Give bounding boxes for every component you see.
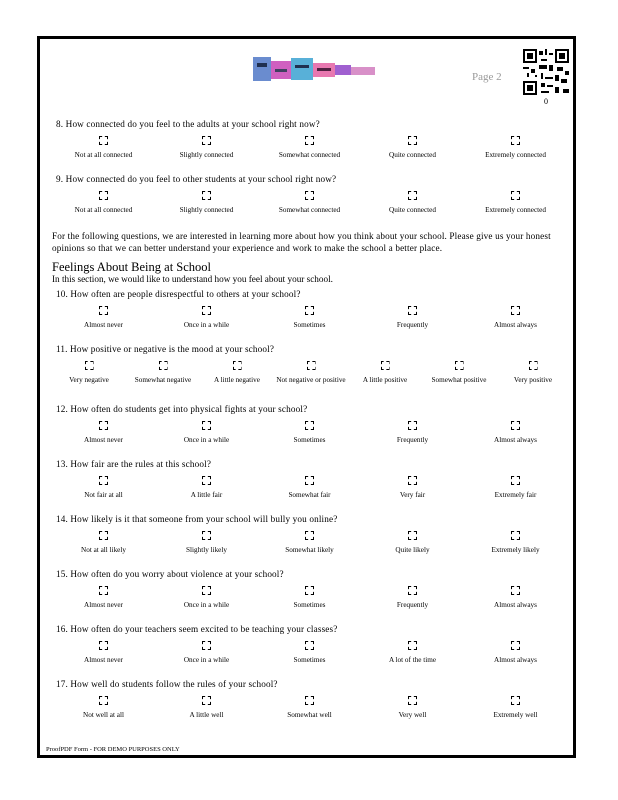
- question-9-options: [52, 186, 572, 229]
- checkbox-icon[interactable]: [305, 641, 314, 650]
- option-checkbox[interactable]: Once in a while: [155, 301, 258, 344]
- checkbox-icon[interactable]: [99, 586, 108, 595]
- page-number: Page 2: [472, 71, 502, 83]
- option-checkbox[interactable]: Very fair: [361, 471, 464, 514]
- checkbox-icon[interactable]: [202, 421, 211, 430]
- checkbox-icon[interactable]: [202, 696, 211, 705]
- checkbox-icon[interactable]: [202, 136, 211, 145]
- checkbox-icon[interactable]: [511, 696, 520, 705]
- option-checkbox[interactable]: Extremely connected: [464, 131, 567, 174]
- option-checkbox[interactable]: Slightly likely: [155, 526, 258, 569]
- checkbox-icon[interactable]: [202, 641, 211, 650]
- option-checkbox[interactable]: Almost always: [464, 416, 567, 459]
- checkbox-icon[interactable]: [305, 191, 314, 200]
- checkbox-icon[interactable]: [305, 531, 314, 540]
- option-checkbox[interactable]: Quite connected: [361, 186, 464, 229]
- option-checkbox[interactable]: Sometimes: [258, 581, 361, 624]
- option-checkbox[interactable]: Not at all connected: [52, 186, 155, 229]
- checkbox-icon[interactable]: [408, 476, 417, 485]
- checkbox-icon[interactable]: [99, 136, 108, 145]
- checkbox-icon[interactable]: [305, 421, 314, 430]
- checkbox-icon[interactable]: [305, 586, 314, 595]
- checkbox-icon[interactable]: [99, 306, 108, 315]
- option-checkbox[interactable]: Very negative: [52, 356, 126, 404]
- option-checkbox[interactable]: Not at all connected: [52, 131, 155, 174]
- question-10: 10. How often are people disrespectful to others at your school?: [56, 289, 301, 299]
- checkbox-icon[interactable]: [408, 136, 417, 145]
- checkbox-icon[interactable]: [202, 586, 211, 595]
- checkbox-icon[interactable]: [529, 361, 538, 370]
- option-checkbox[interactable]: Not well at all: [52, 691, 155, 734]
- question-11: 11. How positive or negative is the mood at your school?: [56, 344, 275, 354]
- question-12-options: [52, 416, 572, 459]
- checkbox-icon[interactable]: [305, 476, 314, 485]
- checkbox-icon[interactable]: [305, 696, 314, 705]
- checkbox-icon[interactable]: [99, 531, 108, 540]
- option-checkbox[interactable]: Almost always: [464, 301, 567, 344]
- question-11-options: [52, 356, 572, 404]
- question-8-options: [52, 131, 572, 174]
- question-16-options: [52, 636, 572, 679]
- checkbox-icon[interactable]: [202, 191, 211, 200]
- checkbox-icon[interactable]: [381, 361, 390, 370]
- option-checkbox[interactable]: A little fair: [155, 471, 258, 514]
- option-checkbox[interactable]: Sometimes: [258, 301, 361, 344]
- option-checkbox[interactable]: Somewhat fair: [258, 471, 361, 514]
- option-checkbox[interactable]: A little well: [155, 691, 258, 734]
- survey-content: [52, 119, 572, 734]
- option-checkbox[interactable]: A lot of the time: [361, 636, 464, 679]
- option-checkbox[interactable]: Not negative or positive: [274, 356, 348, 404]
- option-checkbox[interactable]: Somewhat positive: [422, 356, 496, 404]
- checkbox-icon[interactable]: [511, 641, 520, 650]
- question-13-options: [52, 471, 572, 514]
- checkbox-icon[interactable]: [99, 696, 108, 705]
- checkbox-icon[interactable]: [511, 136, 520, 145]
- checkbox-icon[interactable]: [99, 476, 108, 485]
- option-checkbox[interactable]: Extremely likely: [464, 526, 567, 569]
- checkbox-icon[interactable]: [511, 476, 520, 485]
- qr-code: [523, 49, 569, 95]
- option-checkbox[interactable]: Almost never: [52, 581, 155, 624]
- option-checkbox[interactable]: Frequently: [361, 581, 464, 624]
- qr-caption: 0: [544, 97, 548, 106]
- checkbox-icon[interactable]: [85, 361, 94, 370]
- option-checkbox[interactable]: Frequently: [361, 301, 464, 344]
- question-8: 8. How connected do you feel to the adults at your school right now?: [56, 119, 320, 129]
- checkbox-icon[interactable]: [99, 421, 108, 430]
- section-title: Feelings About Being at School: [52, 260, 212, 274]
- option-checkbox[interactable]: Almost never: [52, 636, 155, 679]
- option-checkbox[interactable]: Once in a while: [155, 636, 258, 679]
- option-checkbox[interactable]: Very positive: [496, 356, 570, 404]
- option-checkbox[interactable]: Somewhat connected: [258, 186, 361, 229]
- option-checkbox[interactable]: Somewhat well: [258, 691, 361, 734]
- option-checkbox[interactable]: A little positive: [348, 356, 422, 404]
- checkbox-icon[interactable]: [99, 641, 108, 650]
- question-17: 17. How well do students follow the rules of your school?: [56, 679, 278, 689]
- checkbox-icon[interactable]: [305, 136, 314, 145]
- checkbox-icon[interactable]: [511, 531, 520, 540]
- checkbox-icon[interactable]: [511, 191, 520, 200]
- checkbox-icon[interactable]: [305, 306, 314, 315]
- option-checkbox[interactable]: Quite connected: [361, 131, 464, 174]
- option-checkbox[interactable]: Once in a while: [155, 416, 258, 459]
- checkbox-icon[interactable]: [307, 361, 316, 370]
- question-9: 9. How connected do you feel to other students at your school right now?: [56, 174, 337, 184]
- question-12: 12. How often do students get into physical fights at your school?: [56, 404, 308, 414]
- option-checkbox[interactable]: Slightly connected: [155, 131, 258, 174]
- question-15: 15. How often do you worry about violence at your school?: [56, 569, 284, 579]
- demo-footer: ProofPDF Form - FOR DEMO PURPOSES ONLY: [46, 746, 180, 753]
- option-checkbox[interactable]: Quite likely: [361, 526, 464, 569]
- checkbox-icon[interactable]: [455, 361, 464, 370]
- option-checkbox[interactable]: Slightly connected: [155, 186, 258, 229]
- checkbox-icon[interactable]: [511, 306, 520, 315]
- option-checkbox[interactable]: Almost always: [464, 636, 567, 679]
- option-checkbox[interactable]: Not fair at all: [52, 471, 155, 514]
- question-14: 14. How likely is it that someone from your school will bully you online?: [56, 514, 338, 524]
- question-17-options: [52, 691, 572, 734]
- checkbox-icon[interactable]: [408, 641, 417, 650]
- option-checkbox[interactable]: A little negative: [200, 356, 274, 404]
- checkbox-icon[interactable]: [202, 306, 211, 315]
- option-checkbox[interactable]: Somewhat likely: [258, 526, 361, 569]
- checkbox-icon[interactable]: [408, 306, 417, 315]
- option-checkbox[interactable]: Very well: [361, 691, 464, 734]
- option-checkbox[interactable]: Sometimes: [258, 636, 361, 679]
- checkbox-icon[interactable]: [233, 361, 242, 370]
- option-checkbox[interactable]: Extremely fair: [464, 471, 567, 514]
- option-checkbox[interactable]: Somewhat negative: [126, 356, 200, 404]
- checkbox-icon[interactable]: [408, 696, 417, 705]
- checkbox-icon[interactable]: [408, 421, 417, 430]
- option-checkbox[interactable]: Frequently: [361, 416, 464, 459]
- option-checkbox[interactable]: Extremely well: [464, 691, 567, 734]
- checkbox-icon[interactable]: [159, 361, 168, 370]
- option-checkbox[interactable]: Somewhat connected: [258, 131, 361, 174]
- checkbox-icon[interactable]: [408, 586, 417, 595]
- intro-paragraph: For the following questions, we are interested in learning more about how you think about your school. Please give us your honest opinions so that we can better understand your experience and work to make the school a better place.: [52, 231, 551, 253]
- checkbox-icon[interactable]: [408, 531, 417, 540]
- option-checkbox[interactable]: Almost never: [52, 416, 155, 459]
- option-checkbox[interactable]: Extremely connected: [464, 186, 567, 229]
- school-logo: [251, 55, 377, 85]
- option-checkbox[interactable]: Not at all likely: [52, 526, 155, 569]
- option-checkbox[interactable]: Sometimes: [258, 416, 361, 459]
- survey-page: [37, 36, 576, 758]
- checkbox-icon[interactable]: [511, 586, 520, 595]
- question-15-options: [52, 581, 572, 624]
- checkbox-icon[interactable]: [99, 191, 108, 200]
- checkbox-icon[interactable]: [202, 531, 211, 540]
- option-checkbox[interactable]: Once in a while: [155, 581, 258, 624]
- checkbox-icon[interactable]: [202, 476, 211, 485]
- checkbox-icon[interactable]: [511, 421, 520, 430]
- question-14-options: [52, 526, 572, 569]
- question-16: 16. How often do your teachers seem excited to be teaching your classes?: [56, 624, 338, 634]
- question-10-options: [52, 301, 572, 344]
- option-checkbox[interactable]: Almost never: [52, 301, 155, 344]
- question-13: 13. How fair are the rules at this school?: [56, 459, 212, 469]
- option-checkbox[interactable]: Almost always: [464, 581, 567, 624]
- checkbox-icon[interactable]: [408, 191, 417, 200]
- section-subtitle: In this section, we would like to understand how you feel about your school.: [52, 274, 333, 284]
